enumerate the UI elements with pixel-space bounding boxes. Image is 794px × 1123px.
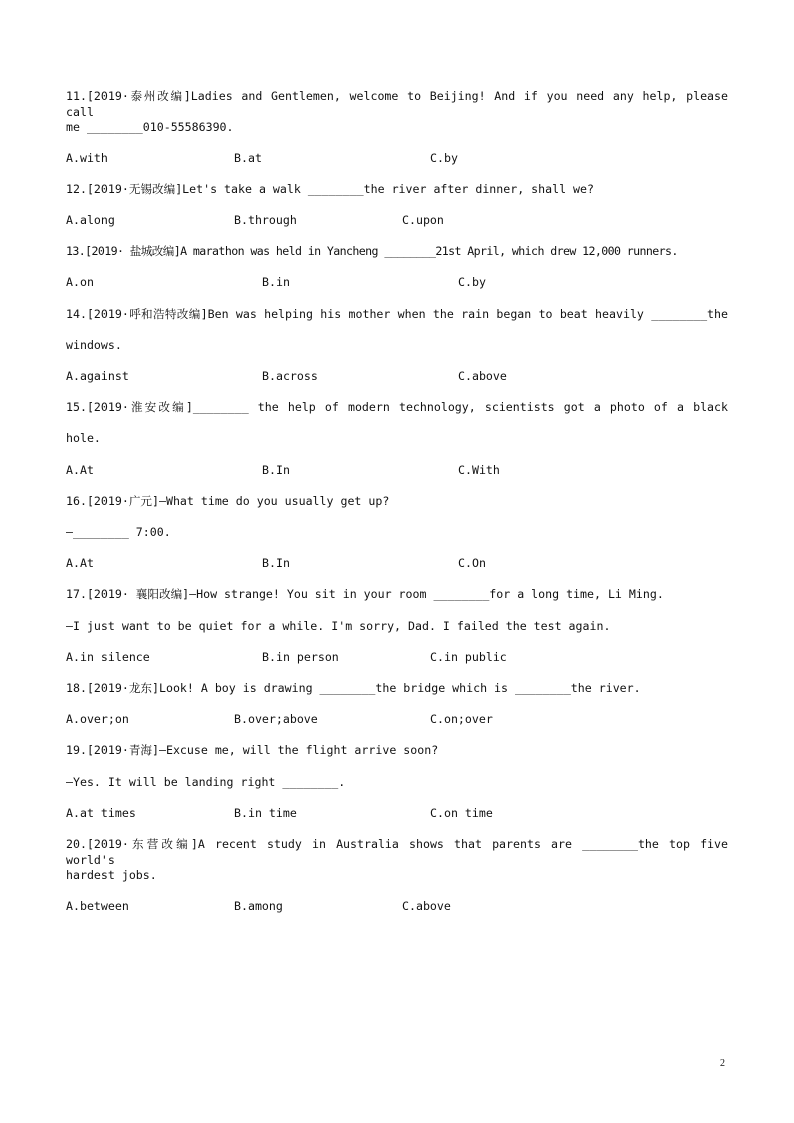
question-20-option-a: A.between xyxy=(66,899,129,913)
question-16-stem-line-2: —________ 7:00. xyxy=(66,525,171,539)
question-20-stem-line-2: hardest jobs. xyxy=(66,868,157,882)
question-18-option-c: C.on;over xyxy=(430,712,493,726)
question-17-stem-line-1: 17.[2019· 襄阳改编]—How strange! You sit in your room ________for a long time, Li Ming. xyxy=(66,587,664,601)
question-14-stem-line-2: windows. xyxy=(66,338,122,352)
question-12-option-a: A.along xyxy=(66,213,115,227)
question-15-option-a: A.At xyxy=(66,463,94,477)
question-20-option-c: C.above xyxy=(402,899,451,913)
question-16-stem-line-1: 16.[2019·广元]—What time do you usually get up? xyxy=(66,494,390,508)
question-15-option-b: B.In xyxy=(262,463,290,477)
question-13-option-a: A.on xyxy=(66,275,94,289)
question-17-option-b: B.in person xyxy=(262,650,339,664)
question-16-option-a: A.At xyxy=(66,556,94,570)
question-11-option-b: B.at xyxy=(234,151,262,165)
question-11-option-c: C.by xyxy=(430,151,458,165)
question-20-option-b: B.among xyxy=(234,899,283,913)
question-11-option-a: A.with xyxy=(66,151,108,165)
question-18-option-b: B.over;above xyxy=(234,712,318,726)
question-14-stem-line-1: 14.[2019·呼和浩特改编]Ben was helping his mother when the rain began to beat heavily ________the xyxy=(66,307,728,321)
question-16-option-c: C.On xyxy=(458,556,486,570)
question-19-stem-line-2: —Yes. It will be landing right ________. xyxy=(66,775,346,789)
question-19-option-c: C.on time xyxy=(430,806,493,820)
question-18-stem-line-1: 18.[2019·龙东]Look! A boy is drawing ________the bridge which is ________the river. xyxy=(66,681,641,695)
question-13-option-c: C.by xyxy=(458,275,486,289)
question-15-option-c: C.With xyxy=(458,463,500,477)
question-20-stem-line-1: 20.[2019·东营改编]A recent study in Australia shows that parents are ________the top five world's xyxy=(66,837,728,867)
question-11-stem-line-1: 11.[2019·泰州改编]Ladies and Gentlemen, welcome to Beijing! And if you need any help, please call xyxy=(66,89,728,119)
question-19-stem-line-1: 19.[2019·青海]—Excuse me, will the flight arrive soon? xyxy=(66,743,439,757)
question-12-stem-line-1: 12.[2019·无锡改编]Let's take a walk ________the river after dinner, shall we? xyxy=(66,182,594,196)
question-14-option-a: A.against xyxy=(66,369,129,383)
question-11-stem-line-2: me ________010-55586390. xyxy=(66,120,234,134)
question-13-stem-line-1: 13.[2019· 盐城改编]A marathon was held in Yancheng ________21st April, which drew 12,000 runners. xyxy=(66,244,678,258)
question-17-option-c: C.in public xyxy=(430,650,507,664)
question-16-option-b: B.In xyxy=(262,556,290,570)
question-17-option-a: A.in silence xyxy=(66,650,150,664)
question-13-option-b: B.in xyxy=(262,275,290,289)
question-17-stem-line-2: —I just want to be quiet for a while. I'm sorry, Dad. I failed the test again. xyxy=(66,619,611,633)
page-number: 2 xyxy=(720,1058,725,1069)
question-14-option-c: C.above xyxy=(458,369,507,383)
question-19-option-b: B.in time xyxy=(234,806,297,820)
question-15-stem-line-2: hole. xyxy=(66,431,101,445)
question-19-option-a: A.at times xyxy=(66,806,136,820)
question-18-option-a: A.over;on xyxy=(66,712,129,726)
question-12-option-b: B.through xyxy=(234,213,297,227)
question-14-option-b: B.across xyxy=(262,369,318,383)
question-15-stem-line-1: 15.[2019·淮安改编]________ the help of modern technology, scientists got a photo of a black xyxy=(66,400,728,414)
question-12-option-c: C.upon xyxy=(402,213,444,227)
